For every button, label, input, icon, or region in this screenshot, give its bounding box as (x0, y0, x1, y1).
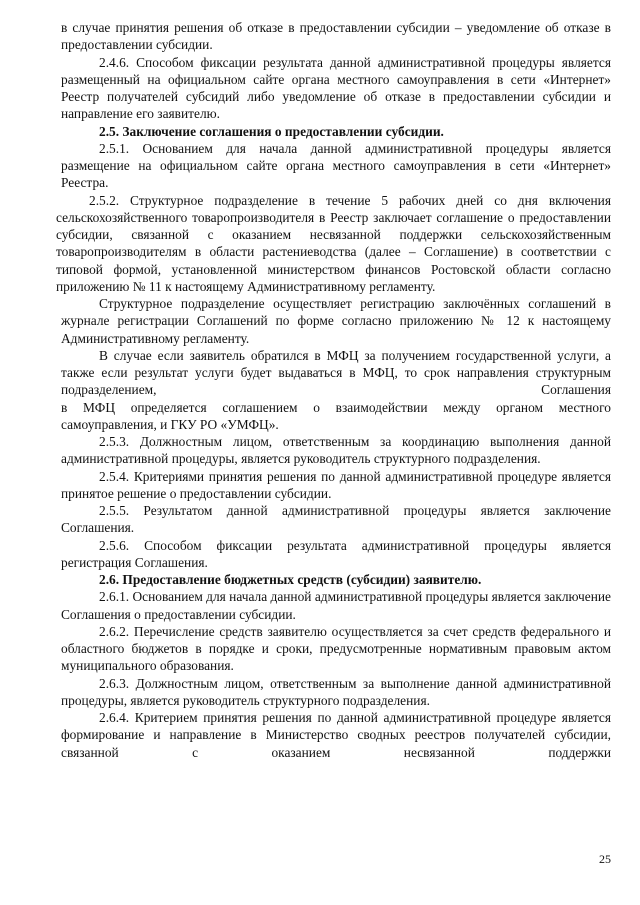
paragraph: 2.6.1. Основанием для начала данной административной процедуры является заключение Соглашения о предоставлении субсидии. (61, 589, 611, 622)
document-body (56, 19, 611, 761)
paragraph: 2.6.2. Перечисление средств заявителю осуществляется за счет средств федерального и областного бюджетов в порядке и сроки, предусмотренные нормативным правовым актом муниципального образования. (61, 623, 611, 674)
section-heading: 2.6. Предоставление бюджетных средств (субсидии) заявителю. (99, 572, 482, 587)
paragraph: 2.5.3. Должностным лицом, ответственным за координацию выполнения данной административной процедуры, является руководитель структурного подразделения. (61, 434, 611, 467)
paragraph: 2.6.3. Должностным лицом, ответственным за выполнение данной административной процедуры, является руководитель структурного подразделения. (61, 675, 611, 708)
paragraph: 2.5.4. Критериями принятия решения по данной административной процедуре является принятое решение о предоставлении субсидии. (61, 468, 611, 501)
paragraph: 2.6.4. Критерием принятия решения по данной административной процедуре является формирование и направление в Министерство сводных реестров получателей субсидии, связанной с оказанием несвязанной поддержки (61, 710, 611, 760)
paragraph: Структурное подразделение осуществляет регистрацию заключённых соглашений в журнале регистрации Соглашений по форме согласно приложению № 12 к настоящему Административному регламенту. (61, 296, 611, 346)
paragraph: в МФЦ определяется соглашением о взаимодействии между органом местного самоуправления, и ГКУ РО «УМФЦ». (61, 399, 611, 432)
section-heading: 2.5. Заключение соглашения о предоставлении субсидии. (99, 123, 444, 139)
paragraph: 2.5.1. Основанием для начала данной административной процедуры является размещение на официальном сайте органа местного самоуправления в сети «Интернет» Реестра. (61, 140, 611, 191)
paragraph: 2.5.6. Способом фиксации результата административной процедуры является регистрация Соглашения. (61, 537, 611, 570)
paragraph: 2.4.6. Способом фиксации результата данной административной процедуры является размещенный на официальном сайте органа местного самоуправления в сети «Интернет» Реестр получателей субсидий либо уведомление об отказе в предоставлении субсидии и направление его заявителю. (61, 54, 611, 122)
paragraph: в случае принятия решения об отказе в предоставлении субсидии – уведомление об отказе в предоставлении субсидии. (61, 20, 611, 53)
paragraph: 2.5.5. Результатом данной административной процедуры является заключение Соглашения. (61, 503, 611, 536)
paragraph: В случае если заявитель обратился в МФЦ за получением государственной услуги, а также если результат услуги будет выдаваться в МФЦ, то срок направления структурным подразделением, Соглашения (61, 347, 611, 398)
page-number: 25 (599, 852, 611, 866)
paragraph: 2.5.2. Структурное подразделение в течение 5 рабочих дней со дня включения сельскохозяйственного товаропроизводителя в Реестр заключает соглашение о предоставлении субсидии, связанной с оказанием несвязанной поддержки сельскохозяйственным товаропроизводителям в области растениеводства (далее – Соглашение) в соответствии с типовой формой, установленной министерством финансов Ростовской области согласно приложению № 11 к настоящему Административному регламенту. (56, 192, 611, 294)
